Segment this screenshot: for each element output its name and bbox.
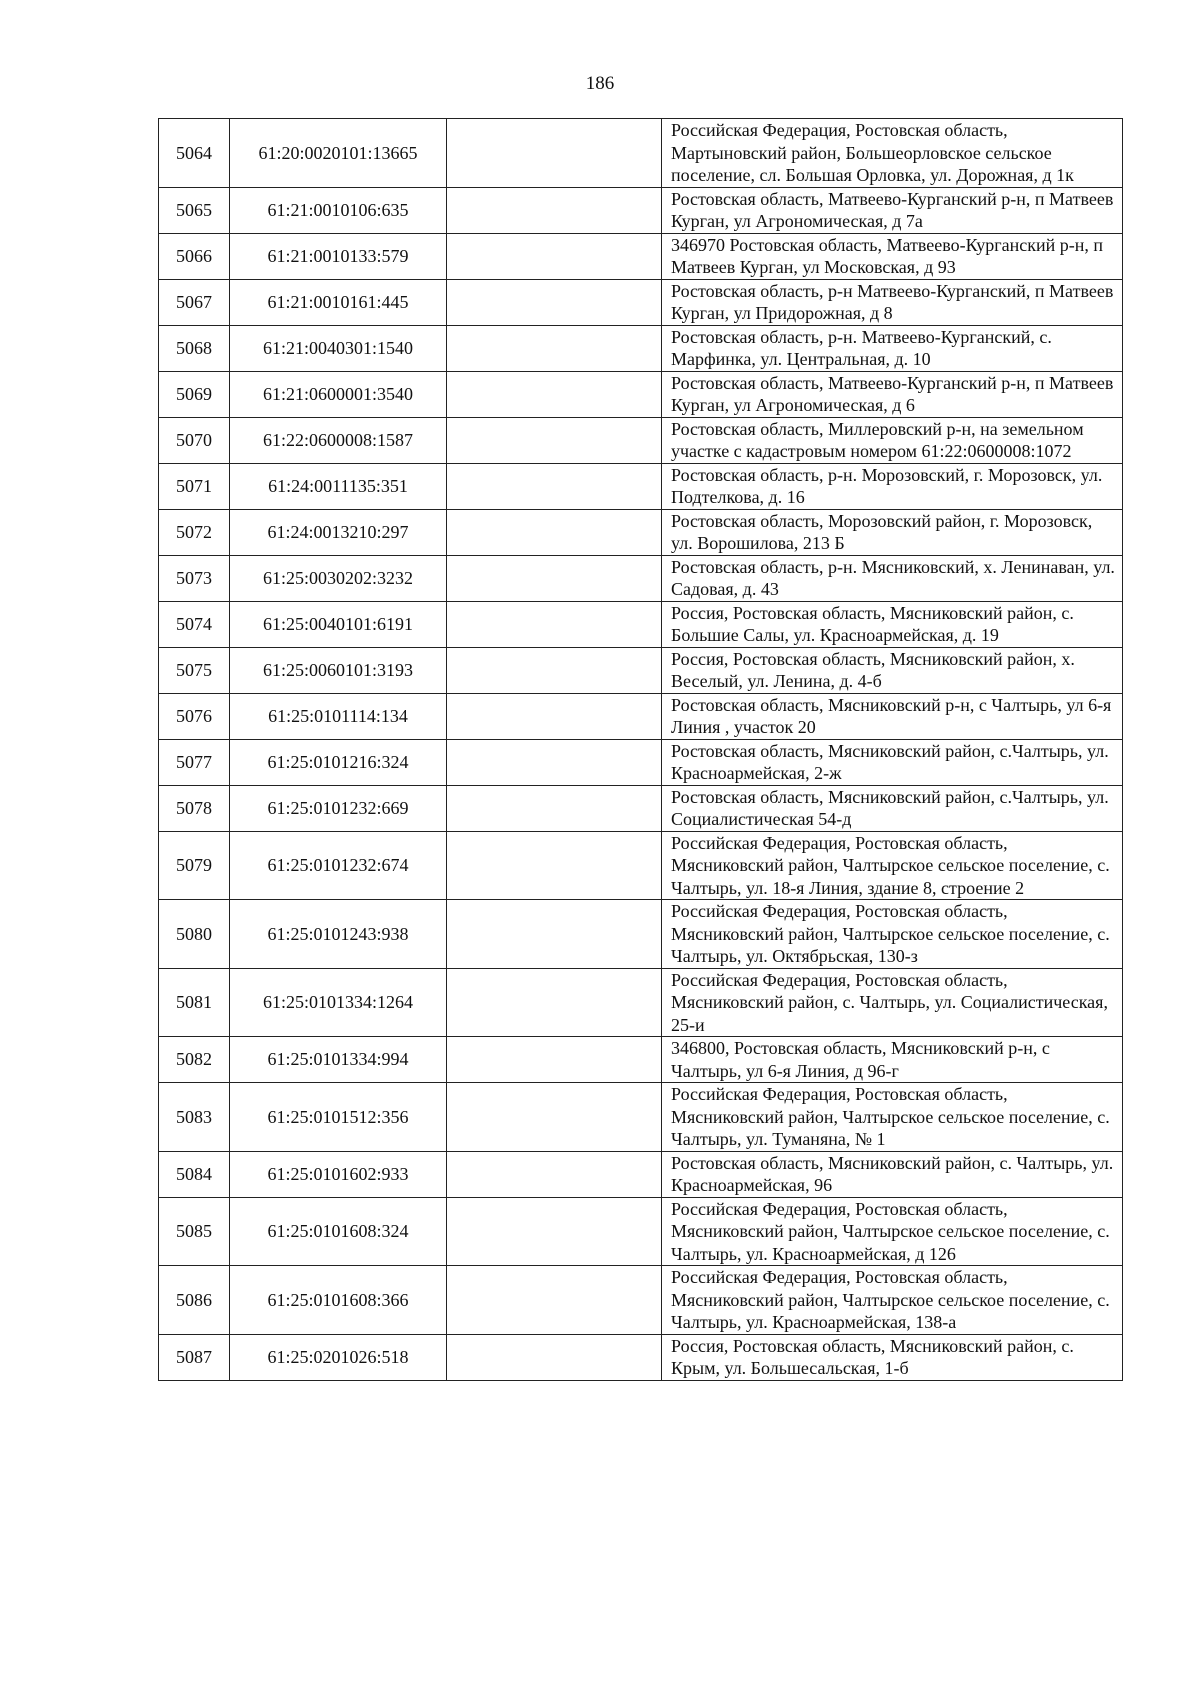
- row-number-cell: 5073: [159, 555, 230, 601]
- table-row: [159, 1197, 1123, 1266]
- empty-cell: [447, 371, 662, 417]
- empty-cell: [447, 1151, 662, 1197]
- address-cell: Российская Федерация, Ростовская область, Мартыновский район, Большеорловское сельское поселение, сл. Большая Орловка, ул. Дорожная, д 1к: [662, 119, 1123, 188]
- empty-cell: [447, 119, 662, 188]
- address-cell: Россия, Ростовская область, Мясниковский район, х. Веселый, ул. Ленина, д. 4-б: [662, 647, 1123, 693]
- address-cell: Ростовская область, Мясниковский р-н, с Чалтырь, ул 6-я Линия , участок 20: [662, 693, 1123, 739]
- address-cell: Российская Федерация, Ростовская область, Мясниковский район, Чалтырское сельское поселение, с. Чалтырь, ул. Октябрьская, 130-з: [662, 900, 1123, 969]
- empty-cell: [447, 601, 662, 647]
- address-cell: Российская Федерация, Ростовская область, Мясниковский район, с. Чалтырь, ул. Социалистическая, 25-и: [662, 968, 1123, 1037]
- empty-cell: [447, 555, 662, 601]
- row-number-cell: 5083: [159, 1083, 230, 1152]
- page-number: 186: [585, 73, 615, 94]
- cadastral-number-cell: 61:25:0101232:669: [230, 785, 447, 831]
- table-row: [159, 1151, 1123, 1197]
- cadastral-number-cell: 61:25:0101216:324: [230, 739, 447, 785]
- address-cell: Россия, Ростовская область, Мясниковский район, с. Крым, ул. Большесальская, 1-б: [662, 1334, 1123, 1380]
- cadastral-number-cell: 61:25:0101608:366: [230, 1266, 447, 1335]
- empty-cell: [447, 739, 662, 785]
- table-row: [159, 647, 1123, 693]
- address-cell: Ростовская область, Мясниковский район, с.Чалтырь, ул. Красноармейская, 2-ж: [662, 739, 1123, 785]
- table-row: [159, 739, 1123, 785]
- address-cell: Российская Федерация, Ростовская область, Мясниковский район, Чалтырское сельское поселение, с. Чалтырь, ул. 18-я Линия, здание 8, строение 2: [662, 831, 1123, 900]
- cadastral-number-cell: 61:25:0101243:938: [230, 900, 447, 969]
- address-cell: Ростовская область, Миллеровский р-н, на земельном участке с кадастровым номером 61:22:0600008:1072: [662, 417, 1123, 463]
- table-row: [159, 417, 1123, 463]
- cadastral-number-cell: 61:21:0010161:445: [230, 279, 447, 325]
- row-number-cell: 5066: [159, 233, 230, 279]
- empty-cell: [447, 1334, 662, 1380]
- empty-cell: [447, 417, 662, 463]
- row-number-cell: 5086: [159, 1266, 230, 1335]
- cadastral-number-cell: 61:22:0600008:1587: [230, 417, 447, 463]
- row-number-cell: 5081: [159, 968, 230, 1037]
- row-number-cell: 5075: [159, 647, 230, 693]
- row-number-cell: 5069: [159, 371, 230, 417]
- row-number-cell: 5068: [159, 325, 230, 371]
- table-row: [159, 463, 1123, 509]
- empty-cell: [447, 900, 662, 969]
- cadastral-number-cell: 61:25:0101334:1264: [230, 968, 447, 1037]
- cadastral-number-cell: 61:21:0010106:635: [230, 187, 447, 233]
- cadastral-number-cell: 61:25:0060101:3193: [230, 647, 447, 693]
- empty-cell: [447, 693, 662, 739]
- row-number-cell: 5082: [159, 1037, 230, 1083]
- address-cell: Ростовская область, р-н. Мясниковский, х. Ленинаван, ул. Садовая, д. 43: [662, 555, 1123, 601]
- cadastral-number-cell: 61:25:0201026:518: [230, 1334, 447, 1380]
- empty-cell: [447, 968, 662, 1037]
- row-number-cell: 5070: [159, 417, 230, 463]
- empty-cell: [447, 1037, 662, 1083]
- address-cell: Россия, Ростовская область, Мясниковский район, с. Большие Салы, ул. Красноармейская, д. 19: [662, 601, 1123, 647]
- cadastral-number-cell: 61:25:0040101:6191: [230, 601, 447, 647]
- table-row: [159, 968, 1123, 1037]
- row-number-cell: 5076: [159, 693, 230, 739]
- table-row: [159, 1334, 1123, 1380]
- cadastral-number-cell: 61:25:0101608:324: [230, 1197, 447, 1266]
- empty-cell: [447, 187, 662, 233]
- empty-cell: [447, 509, 662, 555]
- table-row: [159, 601, 1123, 647]
- table-row: [159, 1266, 1123, 1335]
- cadastral-number-cell: 61:20:0020101:13665: [230, 119, 447, 188]
- cadastral-number-cell: 61:24:0013210:297: [230, 509, 447, 555]
- table-row: [159, 555, 1123, 601]
- table-row: [159, 187, 1123, 233]
- table-row: [159, 325, 1123, 371]
- cadastral-number-cell: 61:21:0040301:1540: [230, 325, 447, 371]
- address-cell: Российская Федерация, Ростовская область, Мясниковский район, Чалтырское сельское поселение, с. Чалтырь, ул. Туманяна, № 1: [662, 1083, 1123, 1152]
- table-row: [159, 509, 1123, 555]
- table-row: [159, 371, 1123, 417]
- cadastral-number-cell: 61:25:0101232:674: [230, 831, 447, 900]
- address-cell: Ростовская область, Морозовский район, г. Морозовск, ул. Ворошилова, 213 Б: [662, 509, 1123, 555]
- address-cell: Ростовская область, Мясниковский район, с. Чалтырь, ул. Красноармейская, 96: [662, 1151, 1123, 1197]
- row-number-cell: 5072: [159, 509, 230, 555]
- row-number-cell: 5074: [159, 601, 230, 647]
- empty-cell: [447, 463, 662, 509]
- address-cell: Ростовская область, Матвеево-Курганский р-н, п Матвеев Курган, ул Агрономическая, д 6: [662, 371, 1123, 417]
- row-number-cell: 5080: [159, 900, 230, 969]
- row-number-cell: 5067: [159, 279, 230, 325]
- address-cell: 346800, Ростовская область, Мясниковский р-н, с Чалтырь, ул 6-я Линия, д 96-г: [662, 1037, 1123, 1083]
- address-cell: Ростовская область, Мясниковский район, с.Чалтырь, ул. Социалистическая 54-д: [662, 785, 1123, 831]
- empty-cell: [447, 831, 662, 900]
- table-row: [159, 119, 1123, 188]
- table-row: [159, 1037, 1123, 1083]
- cadastral-number-cell: 61:21:0600001:3540: [230, 371, 447, 417]
- address-cell: Российская Федерация, Ростовская область, Мясниковский район, Чалтырское сельское поселение, с. Чалтырь, ул. Красноармейская, 138-а: [662, 1266, 1123, 1335]
- cadastral-number-cell: 61:25:0101334:994: [230, 1037, 447, 1083]
- table-body: [159, 119, 1123, 1381]
- cadastral-number-cell: 61:25:0101114:134: [230, 693, 447, 739]
- table-row: [159, 831, 1123, 900]
- row-number-cell: 5077: [159, 739, 230, 785]
- cadastral-number-cell: 61:25:0030202:3232: [230, 555, 447, 601]
- row-number-cell: 5078: [159, 785, 230, 831]
- row-number-cell: 5087: [159, 1334, 230, 1380]
- cadastral-number-cell: 61:24:0011135:351: [230, 463, 447, 509]
- table-row: [159, 1083, 1123, 1152]
- row-number-cell: 5084: [159, 1151, 230, 1197]
- table-row: [159, 233, 1123, 279]
- empty-cell: [447, 647, 662, 693]
- table-row: [159, 785, 1123, 831]
- address-cell: Ростовская область, р-н Матвеево-Курганский, п Матвеев Курган, ул Придорожная, д 8: [662, 279, 1123, 325]
- address-cell: Российская Федерация, Ростовская область, Мясниковский район, Чалтырское сельское поселение, с. Чалтырь, ул. Красноармейская, д 126: [662, 1197, 1123, 1266]
- empty-cell: [447, 325, 662, 371]
- empty-cell: [447, 1197, 662, 1266]
- address-cell: Ростовская область, Матвеево-Курганский р-н, п Матвеев Курган, ул Агрономическая, д 7а: [662, 187, 1123, 233]
- row-number-cell: 5079: [159, 831, 230, 900]
- empty-cell: [447, 785, 662, 831]
- address-cell: Ростовская область, р-н. Морозовский, г. Морозовск, ул. Подтелкова, д. 16: [662, 463, 1123, 509]
- cadastral-number-cell: 61:25:0101512:356: [230, 1083, 447, 1152]
- table-row: [159, 693, 1123, 739]
- empty-cell: [447, 1083, 662, 1152]
- table-row: [159, 279, 1123, 325]
- row-number-cell: 5085: [159, 1197, 230, 1266]
- row-number-cell: 5064: [159, 119, 230, 188]
- empty-cell: [447, 233, 662, 279]
- row-number-cell: 5065: [159, 187, 230, 233]
- empty-cell: [447, 1266, 662, 1335]
- address-cell: Ростовская область, р-н. Матвеево-Курганский, с. Марфинка, ул. Центральная, д. 10: [662, 325, 1123, 371]
- address-cell: 346970 Ростовская область, Матвеево-Курганский р-н, п Матвеев Курган, ул Московская, д 93: [662, 233, 1123, 279]
- property-table: [158, 118, 1123, 1381]
- row-number-cell: 5071: [159, 463, 230, 509]
- table-row: [159, 900, 1123, 969]
- cadastral-number-cell: 61:21:0010133:579: [230, 233, 447, 279]
- cadastral-number-cell: 61:25:0101602:933: [230, 1151, 447, 1197]
- empty-cell: [447, 279, 662, 325]
